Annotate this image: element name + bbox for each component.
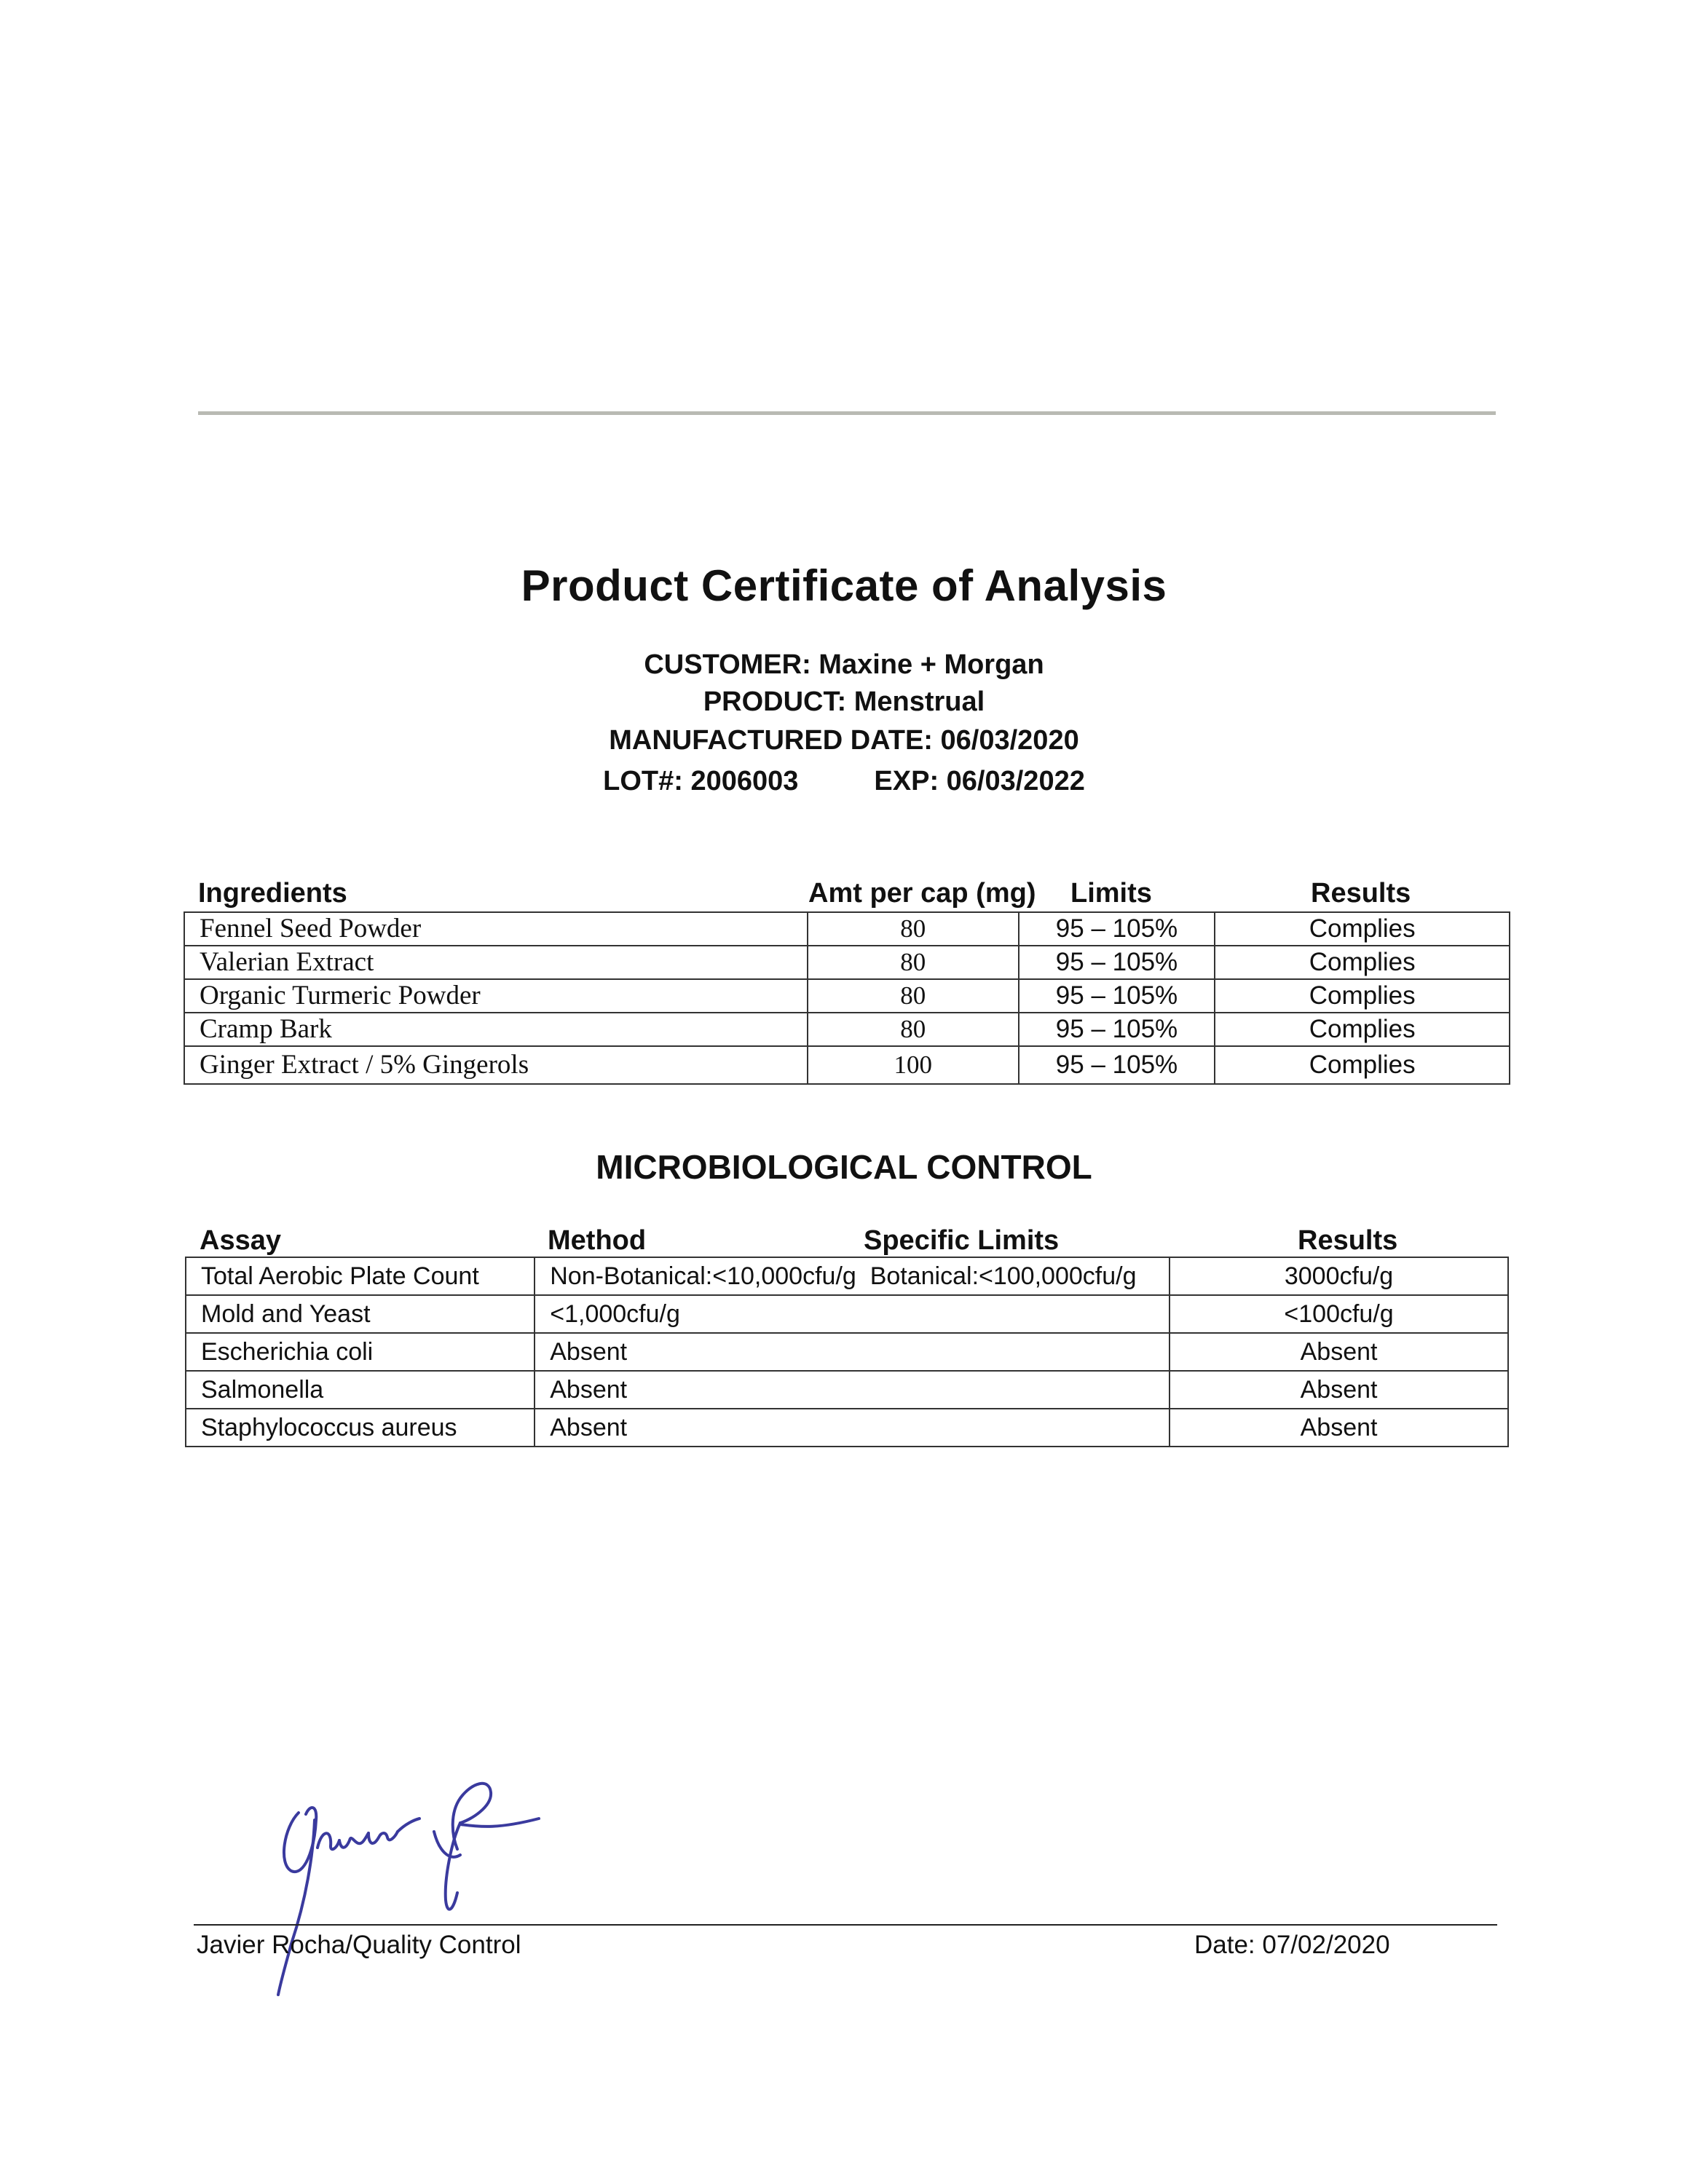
- amt-header: Amt per cap (mg): [808, 878, 1036, 909]
- ingredient-limits: 95 – 105%: [1019, 946, 1215, 979]
- specific-limits-header: Specific Limits: [864, 1225, 1060, 1256]
- signer-name: Javier Rocha/Quality Control: [197, 1931, 521, 1959]
- ingredient-name: Fennel Seed Powder: [184, 912, 808, 946]
- signature-date: Date: 07/02/2020: [1194, 1931, 1390, 1959]
- table-row: [186, 1295, 1508, 1333]
- top-divider: [198, 411, 1496, 415]
- assay-name: Salmonella: [186, 1371, 535, 1409]
- manufactured-date-line: MANUFACTURED DATE: 06/03/2020: [609, 725, 1079, 756]
- ingredient-amount: 100: [808, 1046, 1019, 1084]
- signature-strokes: [278, 1784, 539, 1995]
- ingredient-result: Complies: [1215, 1046, 1510, 1084]
- ingredients-header: Ingredients: [198, 878, 347, 909]
- ingredient-limits: 95 – 105%: [1019, 1013, 1215, 1046]
- ingredient-result: Complies: [1215, 1013, 1510, 1046]
- table-row: [186, 1371, 1508, 1409]
- ingredient-amount: 80: [808, 946, 1019, 979]
- table-row: [184, 979, 1510, 1013]
- signature-line: [194, 1924, 1497, 1926]
- assay-name: Escherichia coli: [186, 1333, 535, 1371]
- results-header: Results: [1311, 878, 1411, 909]
- ingredient-amount: 80: [808, 912, 1019, 946]
- lot-number: LOT#: 2006003: [603, 766, 799, 796]
- ingredient-limits: 95 – 105%: [1019, 979, 1215, 1013]
- micro-section-title: MICROBIOLOGICAL CONTROL: [596, 1148, 1092, 1186]
- ingredient-amount: 80: [808, 1013, 1019, 1046]
- method-header: Method: [548, 1225, 647, 1256]
- assay-result: Absent: [1170, 1333, 1508, 1371]
- microbiological-table: [185, 1257, 1509, 1447]
- table-row: [184, 946, 1510, 979]
- table-row: [184, 1046, 1510, 1084]
- assay-result: Absent: [1170, 1371, 1508, 1409]
- table-row: [186, 1257, 1508, 1295]
- assay-result: 3000cfu/g: [1170, 1257, 1508, 1295]
- ingredient-result: Complies: [1215, 979, 1510, 1013]
- table-row: [184, 912, 1510, 946]
- assay-method: Absent: [535, 1409, 1170, 1447]
- table-row: [186, 1333, 1508, 1371]
- product-line: PRODUCT: Menstrual: [703, 687, 985, 717]
- assay-method: Absent: [535, 1371, 1170, 1409]
- micro-results-header: Results: [1298, 1225, 1398, 1256]
- ingredient-name: Ginger Extract / 5% Gingerols: [184, 1046, 808, 1084]
- handwritten-signature: [269, 1762, 604, 2009]
- assay-result: <100cfu/g: [1170, 1295, 1508, 1333]
- assay-name: Staphylococcus aureus: [186, 1409, 535, 1447]
- ingredient-result: Complies: [1215, 946, 1510, 979]
- ingredients-table: [184, 911, 1510, 1085]
- assay-result: Absent: [1170, 1409, 1508, 1447]
- assay-name: Mold and Yeast: [186, 1295, 535, 1333]
- page-title: Product Certificate of Analysis: [521, 561, 1167, 610]
- limits-header: Limits: [1070, 878, 1152, 909]
- lot-exp-line: [0, 766, 1688, 797]
- table-row: [184, 1013, 1510, 1046]
- assay-name: Total Aerobic Plate Count: [186, 1257, 535, 1295]
- ingredient-limits: 95 – 105%: [1019, 912, 1215, 946]
- assay-header: Assay: [200, 1225, 281, 1256]
- ingredient-name: Valerian Extract: [184, 946, 808, 979]
- customer-line: CUSTOMER: Maxine + Morgan: [644, 649, 1044, 680]
- table-row: [186, 1409, 1508, 1447]
- ingredient-amount: 80: [808, 979, 1019, 1013]
- expiry-date: EXP: 06/03/2022: [874, 766, 1085, 796]
- assay-method: <1,000cfu/g: [535, 1295, 1170, 1333]
- assay-method: Absent: [535, 1333, 1170, 1371]
- ingredient-name: Organic Turmeric Powder: [184, 979, 808, 1013]
- ingredient-limits: 95 – 105%: [1019, 1046, 1215, 1084]
- assay-method: Non-Botanical:<10,000cfu/g Botanical:<100,000cfu/g: [535, 1257, 1170, 1295]
- ingredient-name: Cramp Bark: [184, 1013, 808, 1046]
- ingredient-result: Complies: [1215, 912, 1510, 946]
